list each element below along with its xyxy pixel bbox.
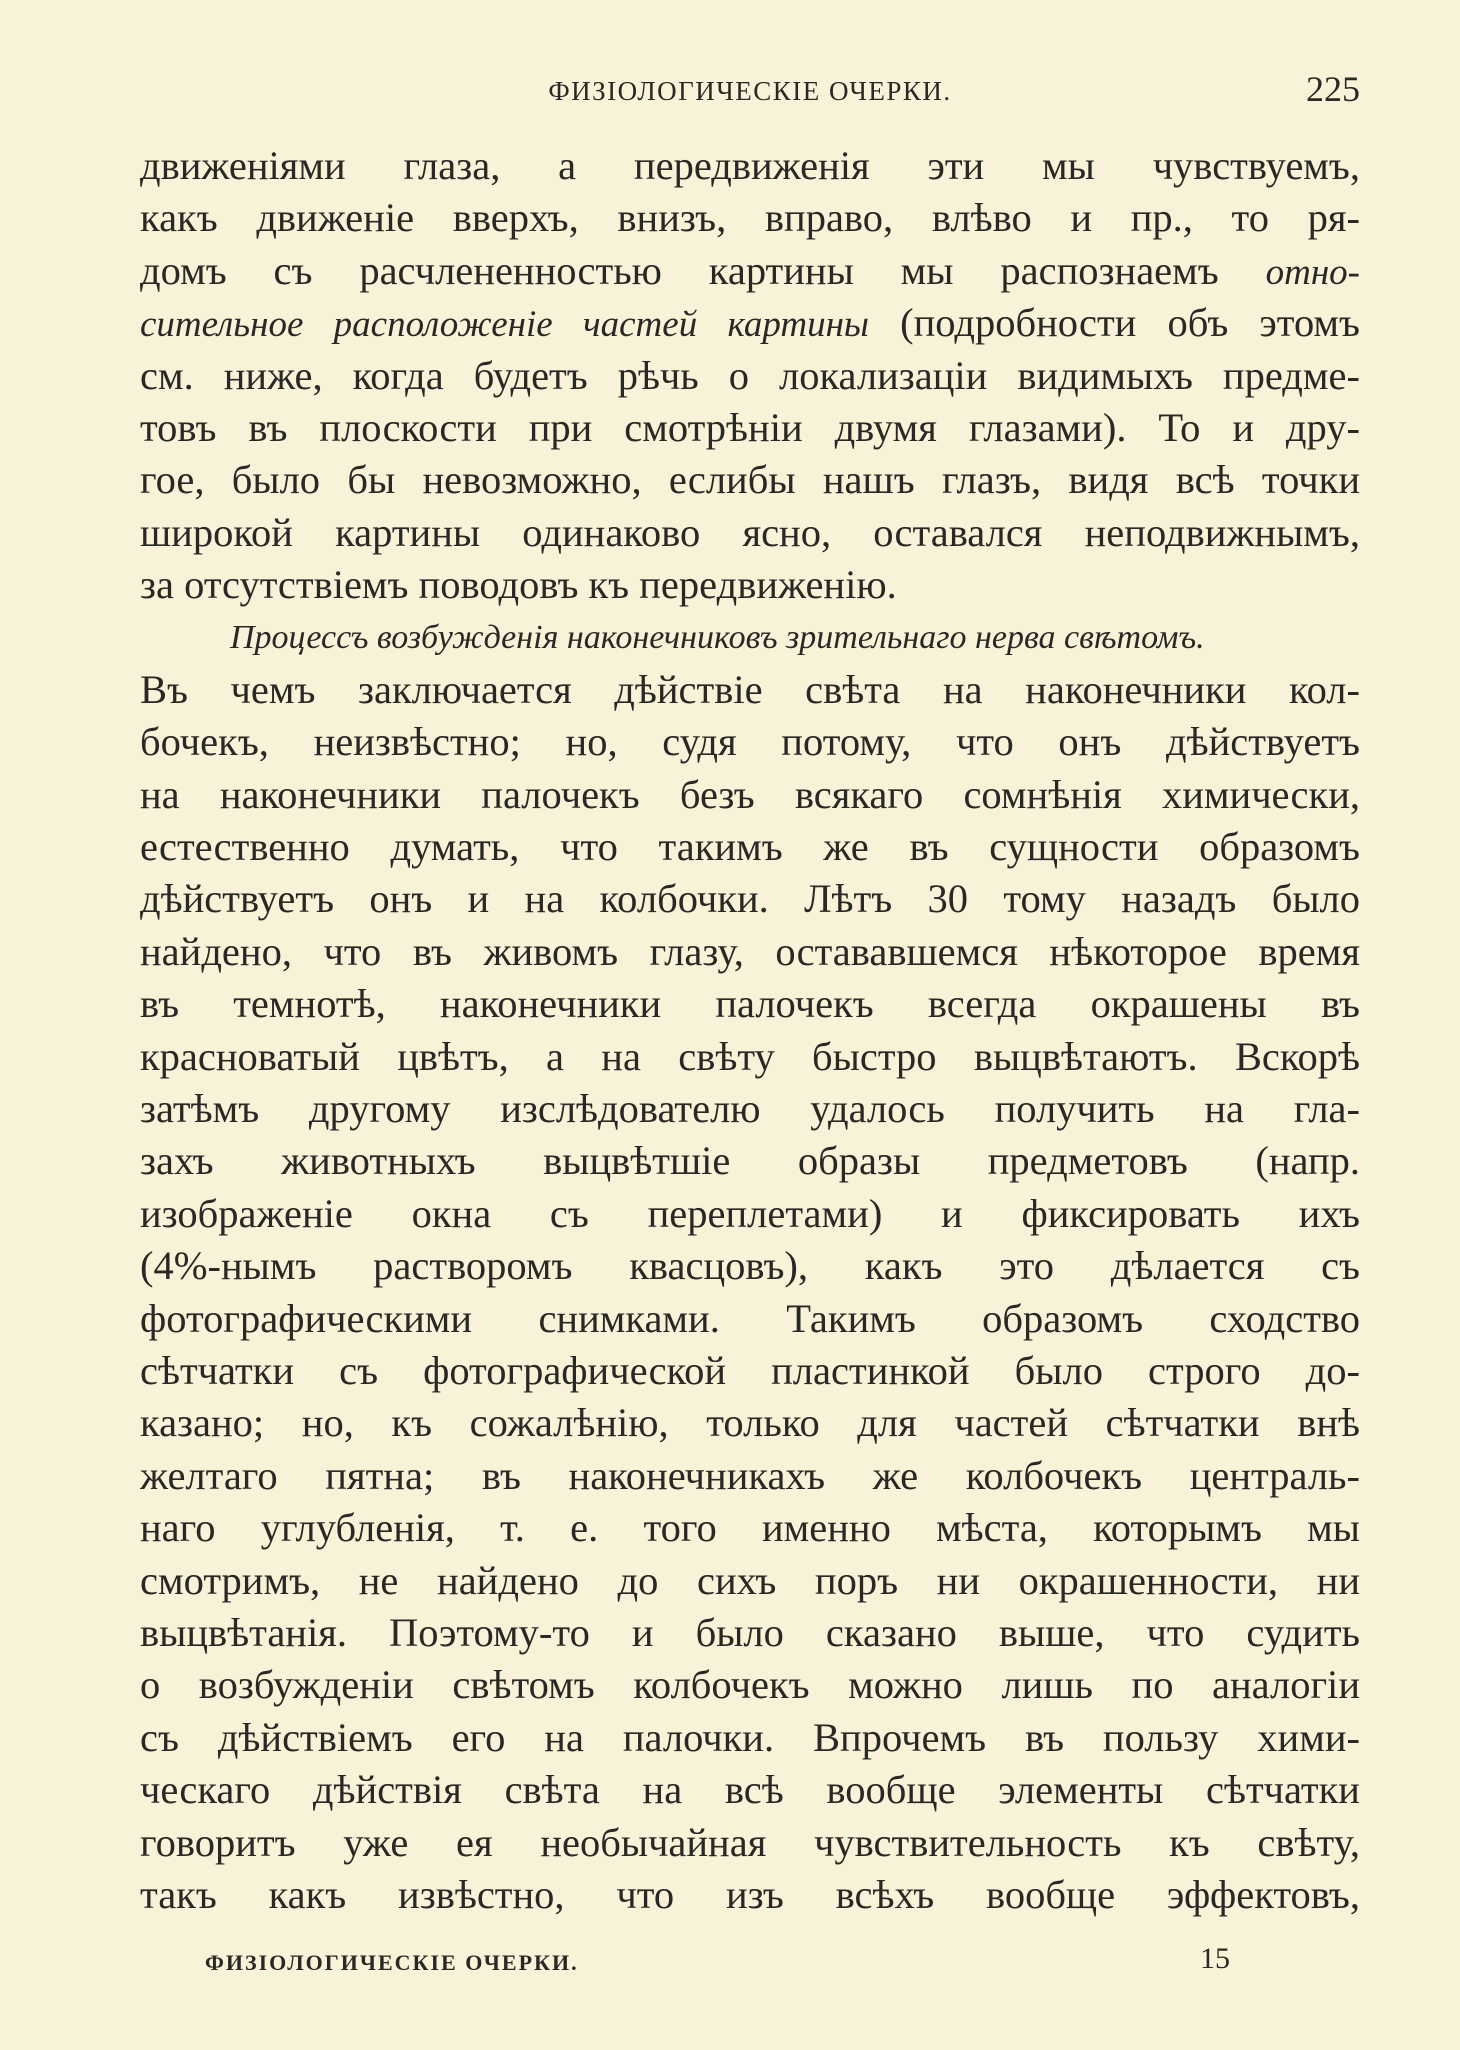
- line-text: желтаго пятна; въ наконечникахъ же колбочекъ централь-: [140, 1452, 1360, 1498]
- text-line: [140, 297, 1360, 349]
- section-heading-text: Процессъ возбужденія наконечниковъ зрительнаго нерва свѣтомъ.: [230, 618, 1205, 656]
- line-text: бочекъ, неизвѣстно; но, судя потому, что онъ дѣйствуетъ: [140, 719, 1360, 765]
- page-number: 225: [1306, 69, 1360, 109]
- text-line: [140, 192, 1360, 244]
- line-text: Въ чемъ заключается дѣйствіе свѣта на наконечники кол-: [140, 666, 1360, 712]
- line-text: фотографическими снимками. Такимъ образомъ сходство: [140, 1295, 1360, 1341]
- text-line: [140, 245, 1360, 297]
- line-text: выцвѣтанія. Поэтому-то и было сказано выше, что судить: [140, 1609, 1360, 1655]
- running-title: ФИЗІОЛОГИЧЕСКІЕ ОЧЕРКИ.: [548, 76, 952, 106]
- page-header: [140, 64, 1360, 114]
- text-line: [140, 1607, 1360, 1659]
- text-line: [140, 1659, 1360, 1711]
- text-line: [140, 140, 1360, 192]
- line-text: сѣтчатки съ фотографической пластинкой было строго до-: [140, 1347, 1360, 1393]
- line-text: о возбужденіи свѣтомъ колбочекъ можно лишь по аналогіи: [140, 1662, 1360, 1708]
- page-footer: [205, 1942, 1240, 1982]
- line-text: съ дѣйствіемъ его на палочки. Впрочемъ въ пользу хими-: [140, 1714, 1360, 1760]
- printer-signature: ФИЗІОЛОГИЧЕСКІЕ ОЧЕРКИ.: [205, 1950, 579, 1975]
- line-text: какъ движеніе вверхъ, внизъ, вправо, влѣво и пр., то ря-: [140, 195, 1360, 241]
- line-text: за отсутствіемъ поводовъ къ передвиженію.: [140, 562, 897, 608]
- line-text: движеніями глаза, а передвиженія эти мы чувствуемъ,: [140, 143, 1360, 188]
- body-text: [140, 140, 1360, 1921]
- line-text: изображеніе окна съ переплетами) и фиксировать ихъ: [140, 1190, 1360, 1236]
- line-text: дѣйствуетъ онъ и на колбочки. Лѣтъ 30 тому назадъ было: [140, 876, 1360, 922]
- text-line: [140, 716, 1360, 768]
- text-line: [140, 1240, 1360, 1292]
- text-line: [140, 507, 1360, 559]
- line-text: естественно думать, что такимъ же въ сущности образомъ: [140, 824, 1360, 870]
- line-text: казано; но, къ сожалѣнію, только для частей сѣтчатки внѣ: [140, 1400, 1360, 1446]
- italic-phrase: сительное расположеніе частей картины: [140, 304, 869, 346]
- line-text: ческаго дѣйствія свѣта на всѣ вообще элементы сѣтчатки: [140, 1767, 1360, 1813]
- text-line: [140, 664, 1360, 716]
- text-line: [140, 1135, 1360, 1187]
- line-text: на наконечники палочекъ безъ всякаго сомнѣнія химически,: [140, 771, 1360, 817]
- text-line: [140, 1188, 1360, 1240]
- text-line: [140, 769, 1360, 821]
- line-text: говоритъ уже ея необычайная чувствительность къ свѣту,: [140, 1819, 1360, 1865]
- text-line: [140, 350, 1360, 402]
- line-text: широкой картины одинаково ясно, оставался неподвижнымъ,: [140, 509, 1360, 555]
- text-line: [140, 978, 1360, 1030]
- line-text: товъ въ плоскости при смотрѣніи двумя глазами). То и дру-: [140, 404, 1360, 450]
- signature-number: 15: [1200, 1942, 1230, 1975]
- line-text: см. ниже, когда будетъ рѣчь о локализаціи видимыхъ предме-: [140, 352, 1360, 398]
- text-line: [140, 1502, 1360, 1554]
- text-line: [140, 1293, 1360, 1345]
- line-text: (подробности объ этомъ: [868, 300, 1360, 346]
- text-line: [140, 1450, 1360, 1502]
- line-text: найдено, что въ живомъ глазу, остававшемся нѣкоторое время: [140, 928, 1360, 974]
- line-text: (4%-нымъ растворомъ квасцовъ), какъ это дѣлается съ: [140, 1243, 1360, 1289]
- line-text: наго углубленія, т. е. того именно мѣста, которымъ мы: [140, 1505, 1360, 1551]
- text-line: [140, 1764, 1360, 1816]
- text-line: [140, 1083, 1360, 1135]
- line-text: въ темнотѣ, наконечники палочекъ всегда окрашены въ: [140, 981, 1360, 1027]
- line-text: такъ какъ извѣстно, что изъ всѣхъ вообще эффектовъ,: [140, 1871, 1360, 1917]
- text-line: [140, 454, 1360, 506]
- text-line: [140, 821, 1360, 873]
- line-text: смотримъ, не найдено до сихъ поръ ни окрашенности, ни: [140, 1557, 1360, 1603]
- text-line: [140, 402, 1360, 454]
- text-line: [140, 1869, 1360, 1921]
- text-line: [140, 559, 1360, 611]
- text-line: [140, 1397, 1360, 1449]
- line-text: гое, было бы невозможно, еслибы нашъ глазъ, видя всѣ точки: [140, 457, 1360, 503]
- text-line: [140, 1712, 1360, 1764]
- line-text: домъ съ расчлененностью картины мы распознаемъ: [140, 247, 1266, 293]
- text-line: [140, 926, 1360, 978]
- line-text: затѣмъ другому изслѣдователю удалось получить на гла-: [140, 1086, 1360, 1132]
- text-line: [140, 1345, 1360, 1397]
- text-line: [140, 1817, 1360, 1869]
- line-text: захъ животныхъ выцвѣтшіе образы предметовъ (напр.: [140, 1138, 1360, 1184]
- text-line: [140, 1555, 1360, 1607]
- line-text: красноватый цвѣтъ, а на свѣту быстро выцвѣтаютъ. Вскорѣ: [140, 1033, 1360, 1079]
- text-line: [140, 873, 1360, 925]
- section-heading: [140, 612, 1360, 664]
- italic-phrase: отно-: [1265, 251, 1360, 293]
- text-line: [140, 1031, 1360, 1083]
